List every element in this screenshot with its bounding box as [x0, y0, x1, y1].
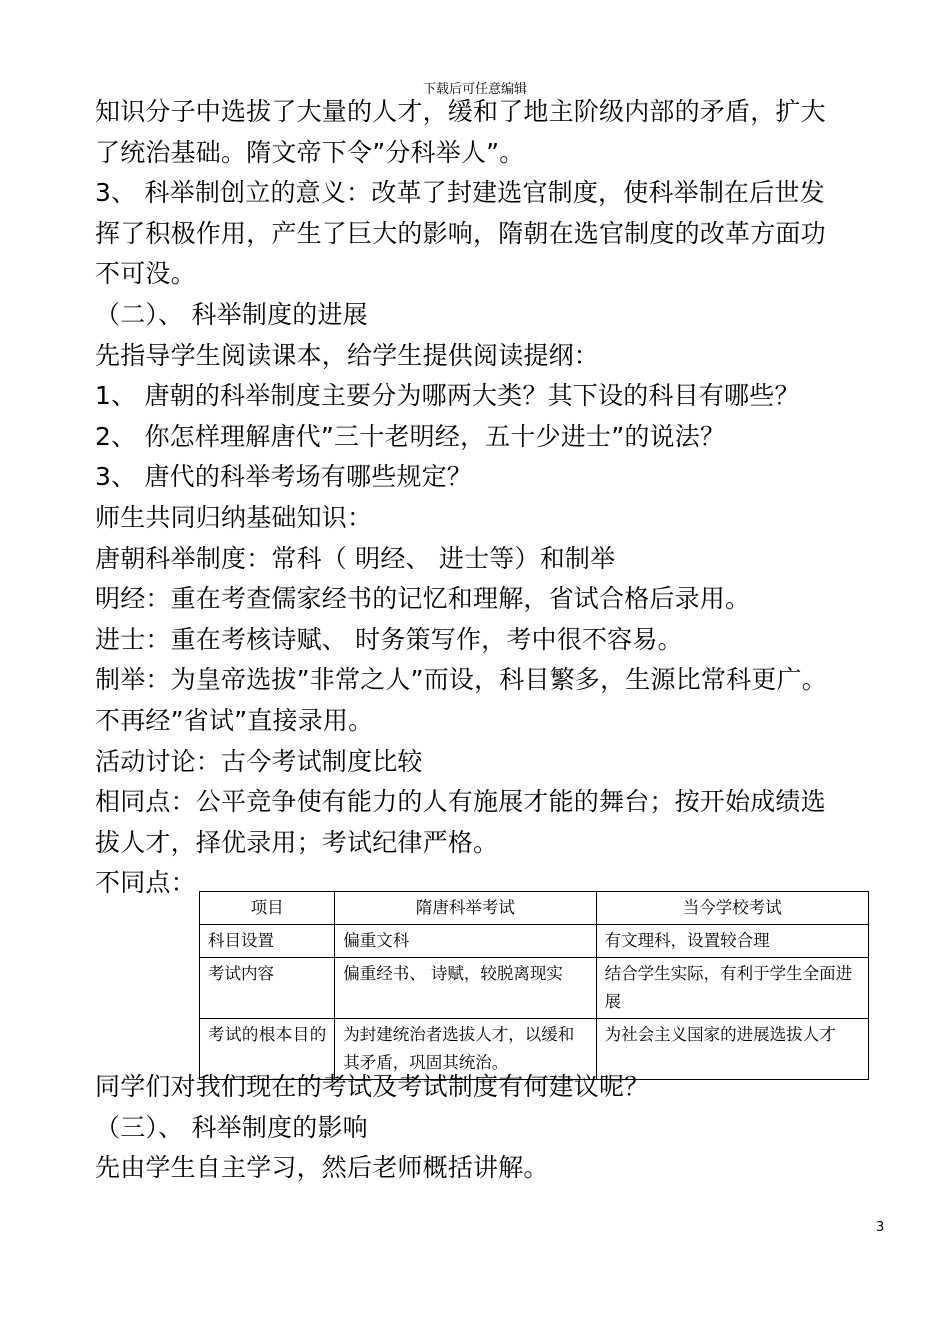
- table-cell: 为封建统治者选拔人才，以缓和其矛盾，巩固其统治。: [335, 1019, 596, 1080]
- text-line: 进士：重在考核诗赋、 时务策写作，考中很不容易。: [95, 624, 683, 654]
- text-line: 活动讨论：古今考试制度比较: [95, 746, 423, 776]
- table-cell: 偏重经书、 诗赋，较脱离现实: [335, 958, 596, 1019]
- document-tail: [95, 1067, 915, 1189]
- question-item: 2、 你怎样理解唐代”三十老明经，五十少进士”的说法？: [95, 421, 726, 451]
- question-item: 1、 唐朝的科举制度主要分为哪两大类？其下设的科目有哪些？: [95, 381, 800, 411]
- text-line: 明经：重在考查儒家经书的记忆和理解，省试合格后录用。: [95, 584, 751, 614]
- document-body: [95, 92, 915, 904]
- text-line: 师生共同归纳基础知识：: [95, 502, 373, 532]
- table-row: [200, 958, 869, 1019]
- table-cell: 有文理科，设置较合理: [596, 925, 868, 958]
- text-line: 制举：为皇帝选拔”非常之人”而设，科目繁多，生源比常科更广。: [95, 665, 827, 695]
- text-line: 相同点：公平竞争使有能力的人有施展才能的舞台；按开始成绩选: [95, 787, 826, 817]
- table-cell: 科目设置: [200, 925, 335, 958]
- text-line: 了统治基础。隋文帝下令”分科举人”。: [95, 137, 525, 167]
- table-header-cell: 项目: [200, 892, 335, 925]
- table-cell: 考试的根本目的: [200, 1019, 335, 1080]
- page-header: 下载后可任意编辑: [422, 82, 527, 97]
- table-cell: 考试内容: [200, 958, 335, 1019]
- table-header-cell: 当今学校考试: [596, 892, 868, 925]
- text-line: 不再经”省试”直接录用。: [95, 705, 374, 735]
- table-cell: 为社会主义国家的进展选拔人才: [596, 1019, 868, 1080]
- text-line: 先指导学生阅读课本，给学生提供阅读提纲：: [95, 340, 600, 370]
- table-cell: 偏重文科: [335, 925, 596, 958]
- table-header-cell: 隋唐科举考试: [335, 892, 596, 925]
- text-line: 不同点：: [95, 868, 196, 898]
- text-line: 唐朝科举制度：常科（ 明经、 进士等）和制举: [95, 543, 616, 573]
- question-item: 3、 唐代的科举考场有哪些规定？: [95, 462, 473, 492]
- section-heading: （三）、 科举制度的影响: [95, 1112, 368, 1142]
- table-cell: 结合学生实际，有利于学生全面进展: [596, 958, 868, 1019]
- text-line: 先由学生自主学习，然后老师概括讲解。: [95, 1153, 549, 1183]
- text-line: 挥了积极作用，产生了巨大的影响，隋朝在选官制度的改革方面功: [95, 218, 826, 248]
- text-line: 拔人才，择优录用；考试纪律严格。: [95, 827, 499, 857]
- table-header-row: [200, 892, 869, 925]
- comparison-table: [199, 891, 869, 1080]
- text-line: 不可没。: [95, 259, 196, 289]
- text-line: 3、 科举制创立的意义：改革了封建选官制度，使科举制在后世发: [95, 178, 825, 208]
- section-heading: （二）、 科举制度的进展: [95, 299, 368, 329]
- text-line: 同学们对我们现在的考试及考试制度有何建议呢？: [95, 1072, 650, 1101]
- table-row: [200, 925, 869, 958]
- text-line: 知识分子中选拔了大量的人才，缓和了地主阶级内部的矛盾，扩大: [95, 97, 826, 126]
- page-number: 3: [876, 1220, 885, 1235]
